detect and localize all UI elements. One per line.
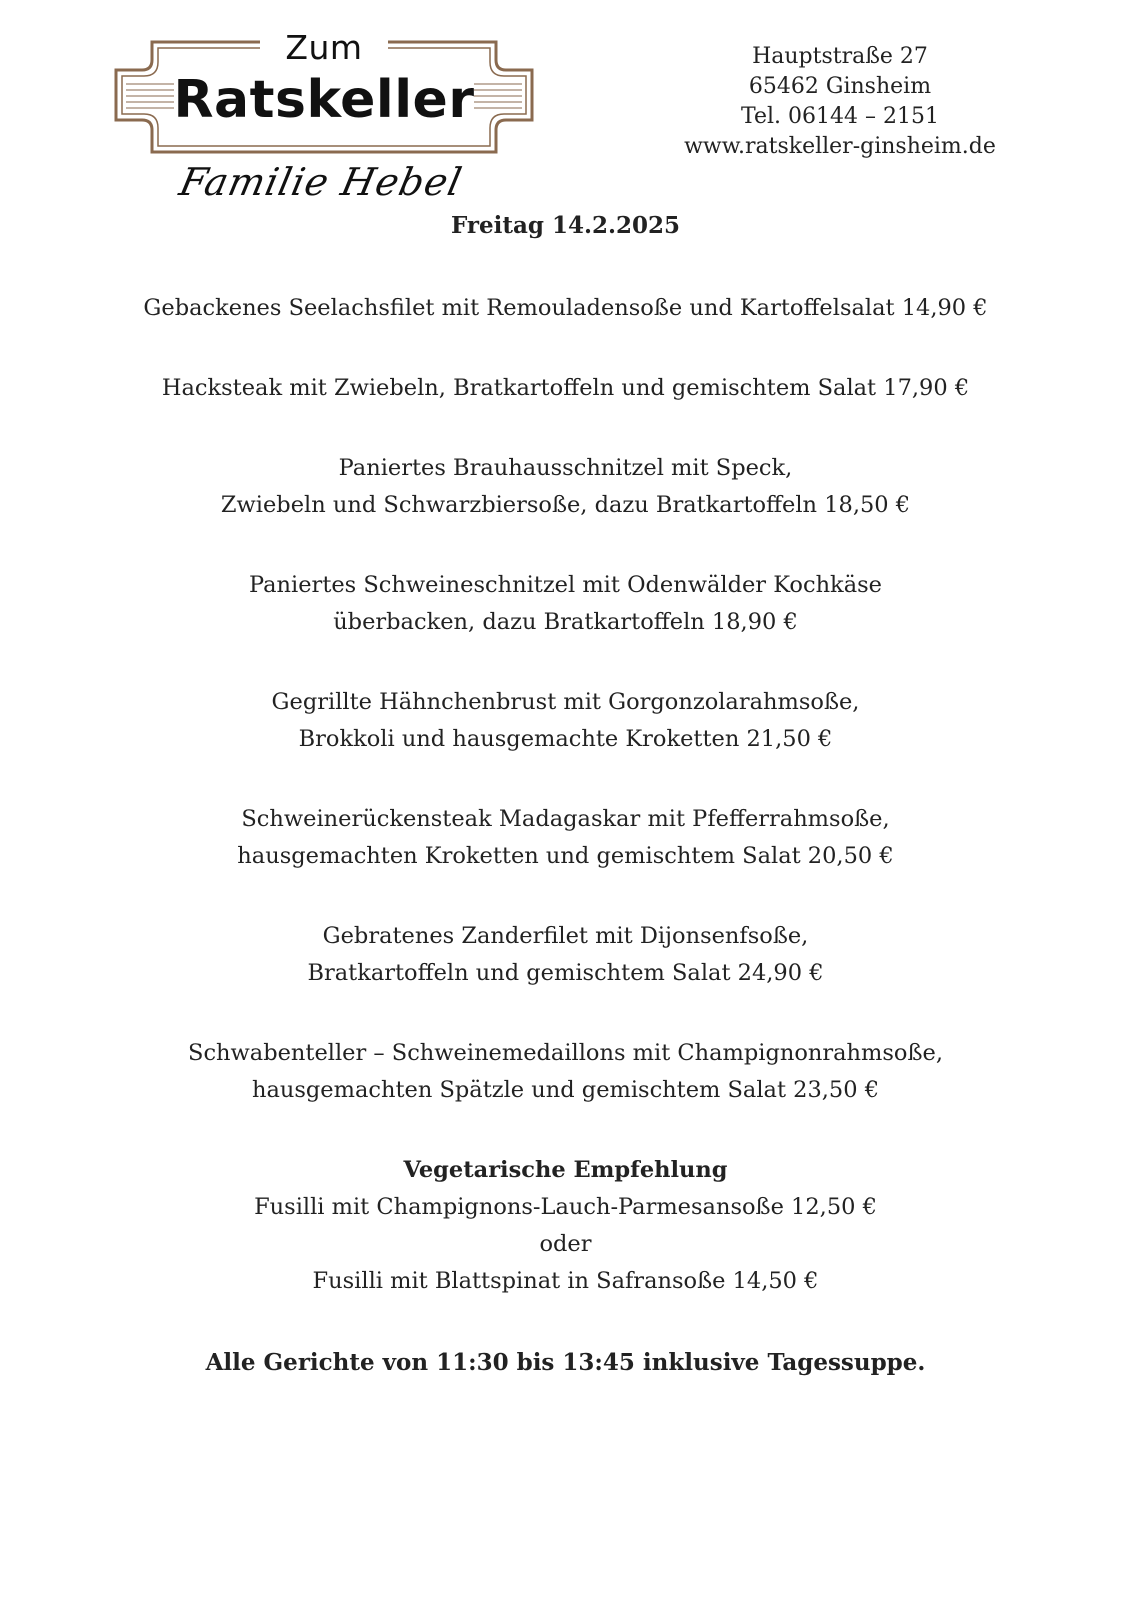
dish-item	[40, 290, 1091, 327]
dish-item	[40, 918, 1091, 992]
dish-line: Gebratenes Zanderfilet mit Dijonsenfsoße,	[322, 923, 809, 949]
dish-item	[40, 1035, 1091, 1109]
dish-line: Hacksteak mit Zwiebeln, Bratkartoffeln und gemischtem Salat 17,90 €	[161, 375, 970, 401]
vegetarian-option: Fusilli mit Champignons-Lauch-Parmesansoße 12,50 €	[254, 1194, 877, 1220]
dish-line: überbacken, dazu Bratkartoffeln 18,90 €	[333, 609, 798, 635]
dish-line: Bratkartoffeln und gemischtem Salat 24,90 €	[307, 960, 824, 986]
dish-line: hausgemachten Spätzle und gemischtem Salat 23,50 €	[251, 1077, 880, 1103]
vegetarian-separator: oder	[539, 1231, 592, 1257]
dish-item	[40, 684, 1091, 758]
dish-item	[40, 370, 1091, 407]
dish-line: Schwabenteller – Schweinemedaillons mit Champignonrahmsoße,	[188, 1040, 943, 1066]
address-city: 65462 Ginsheim	[748, 74, 932, 99]
vegetarian-section	[40, 1152, 1091, 1300]
logo-zum: Zum	[285, 28, 363, 67]
address-website: www.ratskeller-ginsheim.de	[684, 134, 996, 159]
dish-line: Schweinerückensteak Madagaskar mit Pfefferrahmsoße,	[241, 806, 890, 832]
dish-line: Paniertes Brauhausschnitzel mit Speck,	[338, 455, 793, 481]
dish-line: Gebackenes Seelachsfilet mit Remouladensoße und Kartoffelsalat 14,90 €	[143, 295, 988, 321]
vegetarian-title: Vegetarische Empfehlung	[403, 1157, 728, 1183]
dish-line: Gegrillte Hähnchenbrust mit Gorgonzolarahmsoße,	[271, 689, 860, 715]
address-street: Hauptstraße 27	[752, 44, 928, 69]
menu-list	[40, 290, 1091, 1381]
menu-date: Freitag 14.2.2025	[450, 212, 681, 239]
vegetarian-option: Fusilli mit Blattspinat in Safransoße 14,50 €	[312, 1268, 819, 1294]
dish-line: Brokkoli und hausgemachte Kroketten 21,50 €	[298, 726, 833, 752]
restaurant-logo	[112, 24, 536, 210]
logo-name: Ratskeller	[173, 70, 475, 130]
logo-family-name: Familie Hebel	[175, 160, 467, 204]
address-block	[670, 42, 1010, 162]
address-phone: Tel. 06144 – 2151	[741, 104, 939, 129]
dish-item	[40, 450, 1091, 524]
dish-line: Zwiebeln und Schwarzbiersoße, dazu Bratkartoffeln 18,50 €	[220, 492, 911, 518]
dish-line: Paniertes Schweineschnitzel mit Odenwälder Kochkäse	[249, 572, 882, 598]
dish-item	[40, 801, 1091, 875]
dish-item	[40, 567, 1091, 641]
dish-line: hausgemachten Kroketten und gemischtem Salat 20,50 €	[237, 843, 894, 869]
menu-footer-note: Alle Gerichte von 11:30 bis 13:45 inklusive Tagessuppe.	[205, 1349, 926, 1376]
